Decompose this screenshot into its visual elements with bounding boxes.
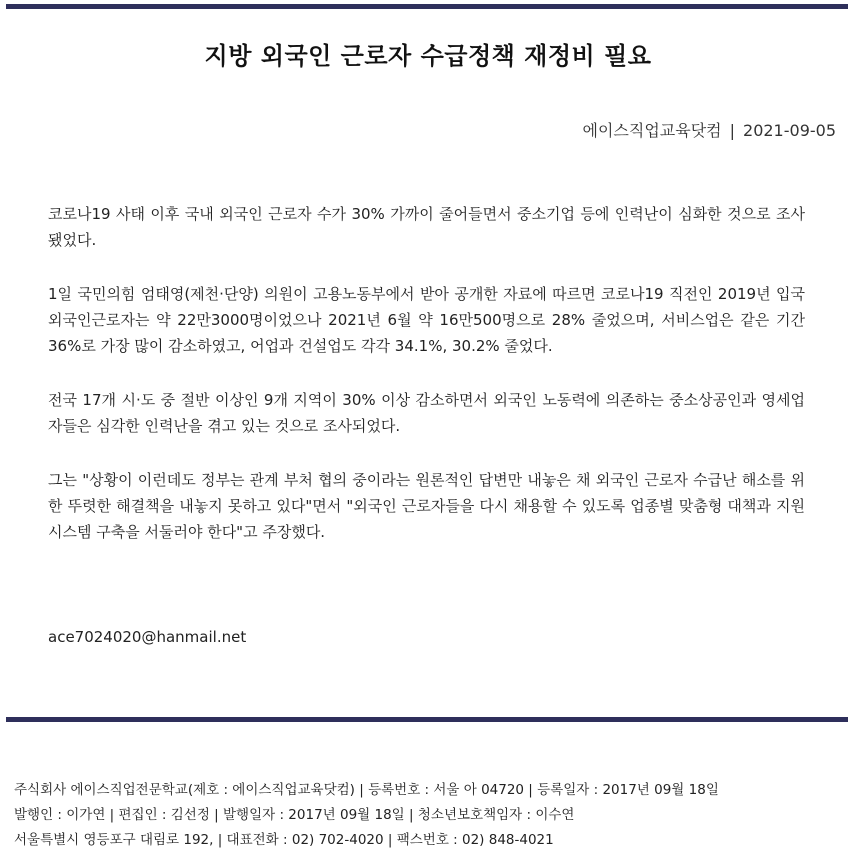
bottom-divider bbox=[6, 717, 848, 722]
footer-publisher-info: 발행인 : 이가연 | 편집인 : 김선정 | 발행일자 : 2017년 09월 18일 | 청소년보호책임자 : 이수연 bbox=[14, 807, 575, 823]
article-byline bbox=[583, 118, 836, 141]
article-body bbox=[48, 201, 805, 573]
site-footer bbox=[14, 778, 850, 853]
footer-company-info: 주식회사 에이스직업전문학교(제호 : 에이스직업교육닷컴) | 등록번호 : 서울 아 04720 | 등록일자 : 2017년 09월 18일 bbox=[14, 782, 719, 798]
reporter-email: ace7024020@hanmail.net bbox=[48, 628, 247, 646]
article-paragraph: 그는 "상황이 이런데도 정부는 관계 부처 협의 중이라는 원론적인 답변만 내놓은 채 외국인 근로자 수급난 해소를 위한 뚜렷한 해결책을 내놓지 못하고 있다"면서 "외국인 근로자들을 다시 채용할 수 있도록 업종별 맞춤형 대책과 지원 시스템 구축을 서둘러야 한다"고 주장했다. bbox=[48, 471, 805, 541]
article-paragraph: 전국 17개 시·도 중 절반 이상인 9개 지역이 30% 이상 감소하면서 외국인 노동력에 의존하는 중소상공인과 영세업자들은 심각한 인력난을 겪고 있는 것으로 조사되었다. bbox=[48, 391, 805, 435]
article-source: 에이스직업교육닷컴 bbox=[582, 121, 722, 140]
article-title: 지방 외국인 근로자 수급정책 재정비 필요 bbox=[204, 42, 652, 70]
footer-contact-info: 서울특별시 영등포구 대림로 192, | 대표전화 : 02) 702-4020 | 팩스번호 : 02) 848-4021 bbox=[14, 832, 554, 848]
top-divider bbox=[6, 4, 848, 9]
article-paragraph: 1일 국민의힘 엄태영(제천·단양) 의원이 고용노동부에서 받아 공개한 자료에 따르면 코로나19 직전인 2019년 입국 외국인근로자는 약 22만3000명이었으나 2021년 6월 약 16만500명으로 28% 줄었으며, 서비스업은 같은 기간 36%로 가장 많이 감소하였고, 어업과 건설업도 각각 34.1%, 30.2% 줄었다. bbox=[48, 285, 805, 355]
byline-separator: | bbox=[729, 121, 736, 140]
article-paragraph: 코로나19 사태 이후 국내 외국인 근로자 수가 30% 가까이 줄어들면서 중소기업 등에 인력난이 심화한 것으로 조사됐었다. bbox=[48, 205, 805, 249]
article-date: 2021-09-05 bbox=[743, 121, 836, 140]
